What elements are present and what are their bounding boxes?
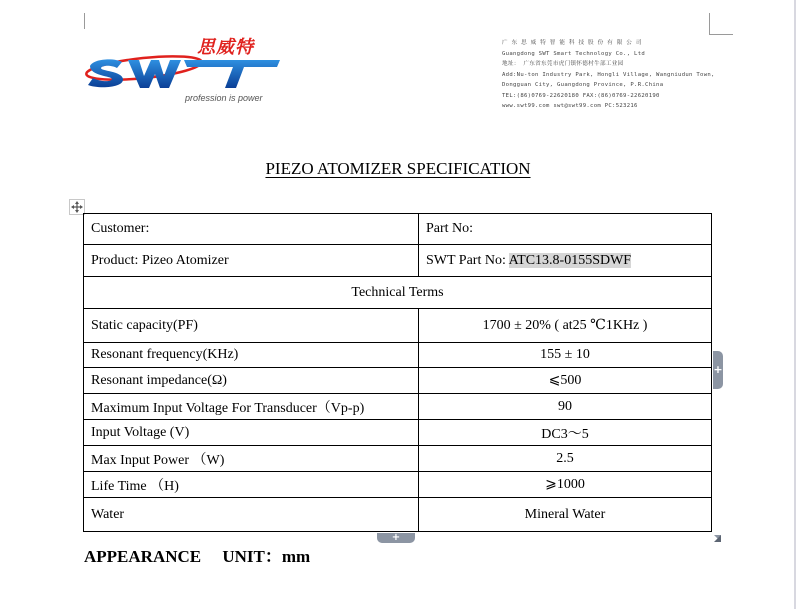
swt-part-value: ATC13.8-0155SDWF — [508, 252, 632, 268]
table-row — [84, 214, 712, 245]
spec-name-cell[interactable]: Water — [84, 498, 419, 532]
add-column-button[interactable]: + — [713, 351, 723, 389]
spec-name-cell[interactable]: Max Input Power （W) — [84, 446, 419, 472]
table-row — [84, 277, 712, 309]
crop-mark-top-right-v — [709, 13, 710, 35]
customer-cell[interactable]: Customer: — [84, 214, 419, 245]
spec-name-cell[interactable]: Resonant impedance(Ω) — [84, 368, 419, 394]
technical-terms-header[interactable]: Technical Terms — [84, 277, 712, 309]
table-resize-handle-icon[interactable] — [713, 534, 722, 543]
spec-name-cell[interactable]: Life Time （H) — [84, 472, 419, 498]
company-line: Add:Nu-ton Industry Park, Hongli Village, Wangniudun Town, — [502, 71, 715, 78]
product-cell[interactable]: Product: Pizeo Atomizer — [84, 245, 419, 277]
spec-value-cell[interactable]: ⩾1000 — [419, 472, 712, 498]
company-line: Dongguan City, Guangdong Province, P.R.China — [502, 82, 664, 88]
table-row — [84, 446, 712, 472]
company-info — [502, 38, 715, 112]
table-row — [84, 420, 712, 446]
spec-value-cell[interactable]: 155 ± 10 — [419, 343, 712, 368]
spec-value-cell[interactable]: 2.5 — [419, 446, 712, 472]
spec-name-cell[interactable]: Resonant frequency(KHz) — [84, 343, 419, 368]
table-row — [84, 309, 712, 343]
document-title: PIEZO ATOMIZER SPECIFICATION — [265, 159, 531, 178]
part-no-cell[interactable]: Part No: — [419, 214, 712, 245]
spec-value-cell[interactable]: DC3～5 — [419, 420, 712, 446]
table-row — [84, 343, 712, 368]
company-line: TEL:(86)0769-22620180 FAX:(86)0769-22620190 — [502, 92, 660, 99]
logo-slogan: profession is power — [185, 93, 263, 103]
company-line: 广 东 思 威 特 智 能 科 技 股 份 有 限 公 司 — [502, 40, 642, 46]
swt-part-cell[interactable] — [419, 245, 712, 277]
table-row — [84, 394, 712, 420]
logo-chinese-name: 思威特 — [197, 37, 254, 58]
table-row — [84, 472, 712, 498]
company-line: www.swt99.com swt@swt99.com PC:523216 — [502, 103, 638, 109]
company-line: Guangdong SWT Smart Technology Co., Ltd — [502, 50, 646, 57]
spec-value-cell[interactable]: ⩽500 — [419, 368, 712, 394]
crop-mark-top-left — [84, 13, 85, 29]
spec-name-cell[interactable]: Static capacity(PF) — [84, 309, 419, 343]
specification-table — [83, 213, 712, 532]
company-line: 地址： 广东省东莞市虎门镇怀德村牛部工业园 — [502, 61, 624, 67]
table-row — [84, 368, 712, 394]
table-row — [84, 245, 712, 277]
swt-logo-icon — [84, 52, 284, 94]
spec-value-cell[interactable]: Mineral Water — [419, 498, 712, 532]
document-title-row — [0, 159, 796, 179]
spec-value-cell[interactable]: 1700 ± 20% ( at25 ℃1KHz ) — [419, 309, 712, 343]
crop-mark-top-right-h — [709, 34, 733, 35]
swt-part-label: SWT Part No: — [426, 252, 509, 268]
appearance-heading: APPEARANCE UNIT：mm — [84, 547, 311, 566]
spec-value-cell[interactable]: 90 — [419, 394, 712, 420]
add-row-button[interactable]: + — [377, 533, 415, 543]
spec-name-cell[interactable]: Maximum Input Voltage For Transducer（Vp-p) — [84, 394, 419, 420]
spec-name-cell[interactable]: Input Voltage (V) — [84, 420, 419, 446]
table-row — [84, 498, 712, 532]
